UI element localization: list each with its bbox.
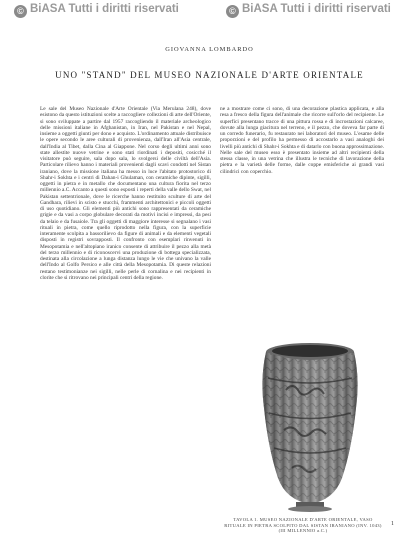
watermark-right xyxy=(226,3,391,18)
article-title: UNO "STAND" DEL MUSEO NAZIONALE D'ARTE ORIENTALE xyxy=(55,70,364,80)
watermark xyxy=(0,3,419,21)
page-number: 1 xyxy=(391,521,394,527)
body-text-right-column: ne a mostrare come ci sono, di una decorazione plastica applicata, e alla resa a fresco della figura dell'animale che ricorre sull'orlo del recipiente. Le superfici presentano tracce di una pittura rossa e di incrostazioni calcaree, dovute alla lunga giacitura nel terreno, e il pezzo, che doveva far parte di un corredo funerario, fu restaurato nei laboratori del museo. L'esame delle proporzioni e del profilo ha permesso di accostarlo a vasi analoghi dei livelli più antichi di Shahr-i Sokhta e di datarlo con buona approssimazione. Nelle sale del museo esso è presentato insieme ad altri recipienti della stessa classe, in una vetrina che illustra le tecniche di lavorazione della pietra e la varietà delle forme, dalle coppe emisferiche ai grandi vasi cilindrici con coperchio. xyxy=(220,106,384,175)
watermark-left xyxy=(14,3,179,18)
watermark-left-text: BiASA Tutti i diritti riservati xyxy=(30,3,179,15)
body-text-left-column: Le sale del Museo Nazionale d'Arte Orientale (Via Merulana 248), dove esistono da questo istituzioni scelte a raccogliere collezioni di arte dell'Oriente, si sono sviluppate a partire dal 1957 raccogliendo il materiale archeologico delle missioni italiane in Afghanistan, in Iran, nel Pakistan e nel Nepal, insieme a oggetti giunti per dono e acquisto. L'ordinamento attuale distribuisce le opere secondo le aree culturali di provenienza, dall'Iran all'Asia centrale, dall'India al Tibet, dalla Cina al Giappone. Nel corso degli ultimi anni sono state allestite nuove vetrine e sono stati riordinati i depositi, cosicché il visitatore può seguire, sala dopo sala, lo svolgersi delle civiltà dell'Asia. Particolare rilievo hanno i materiali provenienti dagli scavi condotti nel Sistan iraniano, dove la missione italiana ha messo in luce l'abitato protostorico di Shahr-i Sokhta e i centri di Dahan-i Ghulaman, con ceramiche dipinte, sigilli, oggetti in pietra e in metallo che documentano una cultura fiorita nel terzo millennio a.C. Accanto a questi sono esposti i reperti della valle dello Swat, nel Pakistan settentrionale, dove le ricerche hanno restituito sculture di arte del Gandhara, rilievi in scisto e stucchi, frammenti architettonici e piccoli oggetti di uso quotidiano. Gli elementi più antichi sono rappresentati da ceramiche grigie e da vasi a corpo globulare decorati da motivi incisi e impressi, da pesi da telaio e da fusaiole. Tra gli oggetti di maggiore interesse si segnalano i vasi rituali in pietra, come quello riprodotto nella figura, con la superficie interamente scolpita a bassorilievo da figure di animali e da elementi vegetali disposti in registri sovrapposti. Il confronto con esemplari rinvenuti in Mesopotamia e nell'altopiano iranico consente di attribuire il pezzo alla metà del terzo millennio e di riconoscervi una produzione di bottega specializzata, destinata alla circolazione a lunga distanza lungo le vie che univano la valle dell'Indo al Golfo Persico e alle città della Mesopotamia. Di queste relazioni restano testimonianze nei sigilli, nelle perle di cornalina e nei recipienti in clorite che si ritrovano nei principali centri della regione. xyxy=(40,106,211,281)
watermark-right-text: BiASA Tutti i diritti riservati xyxy=(242,3,391,15)
figure-caption: TAVOLA 1. MUSEO NAZIONALE D'ARTE ORIENTALE, VASO RITUALE IN PIETRA SCOLPITO DAL SISTAN IRANIANO (INV. 1043) (III MILLENNIO a.C.) xyxy=(224,517,382,534)
stone-vase-photograph xyxy=(256,338,364,514)
copyright-icon: © xyxy=(14,5,27,18)
author-name: GIOVANNA LOMBARDO xyxy=(165,46,254,53)
copyright-icon: © xyxy=(226,5,239,18)
